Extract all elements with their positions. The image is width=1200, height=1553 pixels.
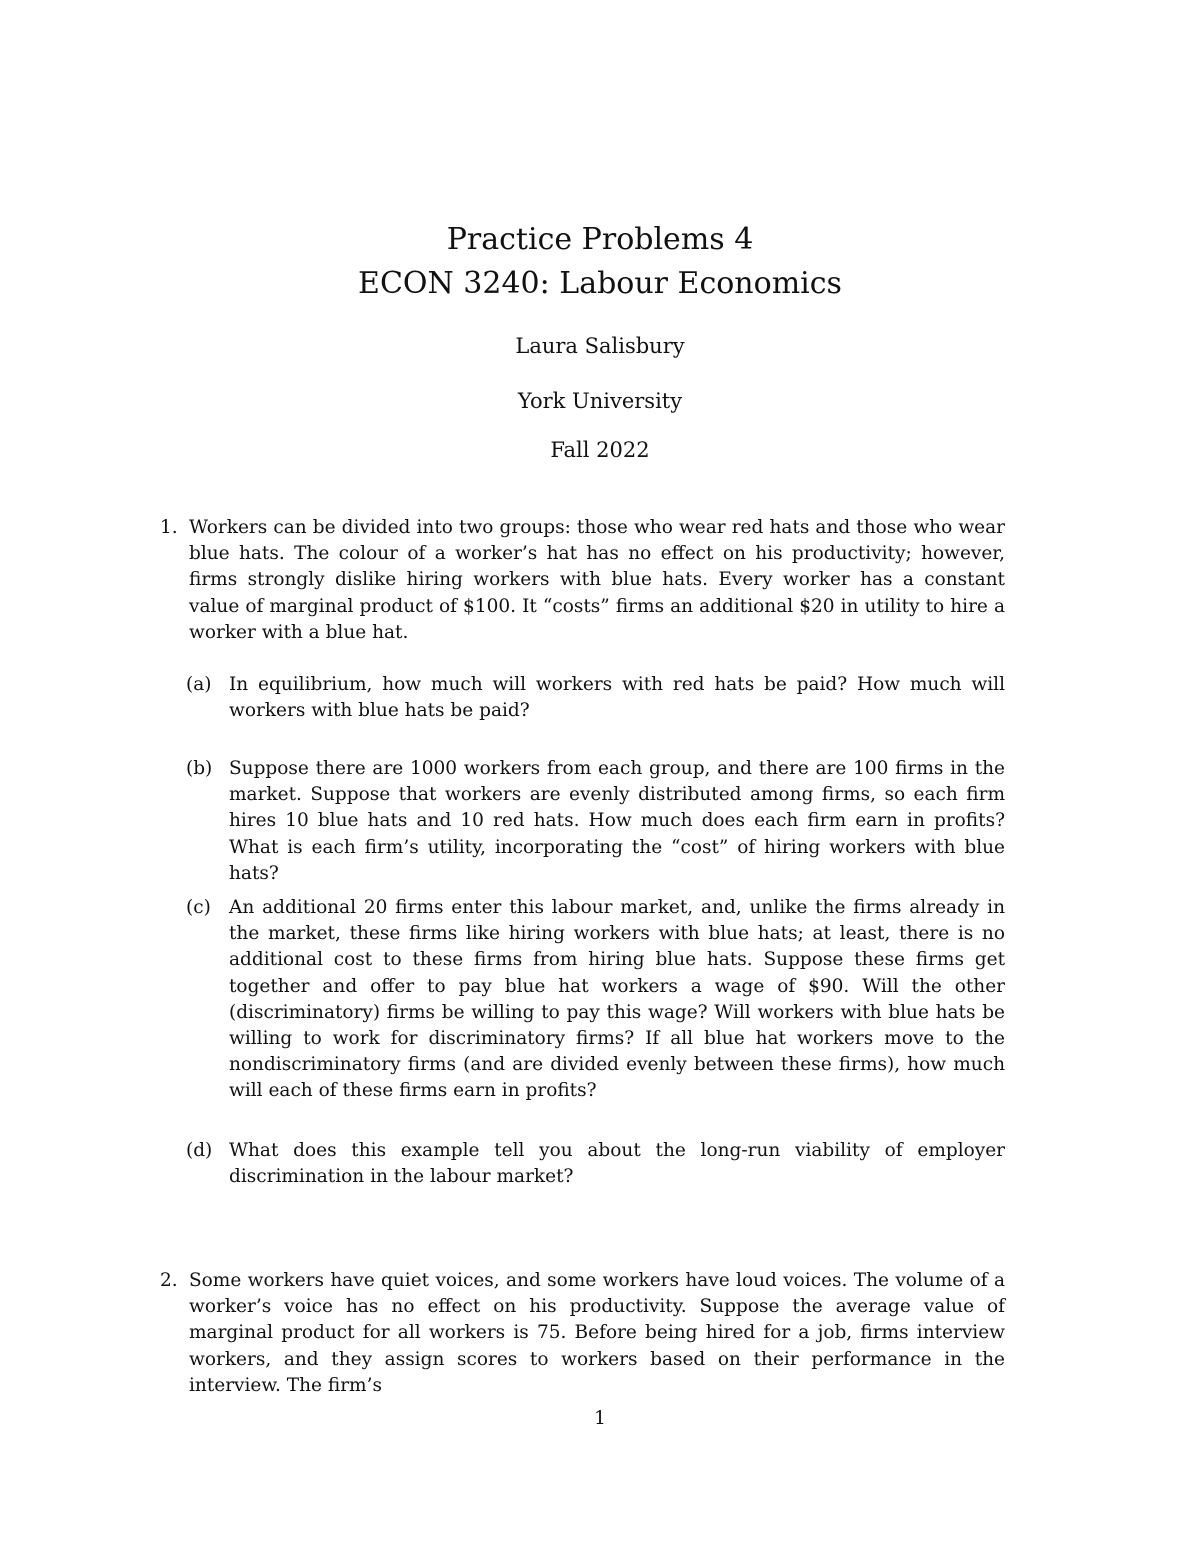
document-title: Practice Problems 4 — [446, 222, 754, 257]
problem-number: 2. — [160, 1270, 178, 1291]
author-name: Laura Salisbury — [515, 334, 685, 358]
part-text: What does this example tell you about the long-run viability of employer discrimination in the labour market? — [229, 1140, 1005, 1188]
course-title: ECON 3240: Labour Economics — [358, 266, 842, 301]
term: Fall 2022 — [550, 438, 650, 462]
part-text: In equilibrium, how much will workers with red hats be paid? How much will workers with blue hats be paid? — [229, 674, 1005, 722]
part-label: (c) — [186, 897, 211, 918]
part-text: An additional 20 firms enter this labour market, and, unlike the firms already in the market, these firms like hiring workers with blue hats; at least, there is no additional cost to these firms from hiring blue hats. Suppose these firms get together and offer to pay blue hat workers a wage of $90. Will the other (discriminatory) firms be willing to pay this wage? Will workers with blue hats be willing to work for discriminatory firms? If all blue hat workers move to the nondiscriminatory firms (and are divided evenly between these firms), how much will each of these firms earn in profits? — [229, 897, 1005, 1102]
page-number: 1 — [594, 1408, 606, 1429]
part-label: (a) — [186, 674, 212, 695]
part-label: (d) — [186, 1140, 213, 1161]
problem-text: Workers can be divided into two groups: those who wear red hats and those who wear blue hats. The colour of a worker’s hat has no effect on his productivity; however, firms strongly dislike hiring workers with blue hats. Every worker has a constant value of marginal product of $100. It “costs” firms an additional $20 in utility to hire a worker with a blue hat. — [189, 517, 1005, 643]
part-text: Suppose there are 1000 workers from each group, and there are 100 firms in the market. Suppose that workers are evenly distributed among firms, so each firm hires 10 blue hats and 10 red hats. How much does each firm earn in profits? What is each firm’s utility, incorporating the “cost” of hiring workers with blue hats? — [229, 758, 1005, 884]
problem-number: 1. — [160, 517, 178, 538]
problem-text: Some workers have quiet voices, and some workers have loud voices. The volume of a worker’s voice has no effect on his productivity. Suppose the average value of marginal product for all workers is 75. Before being hired for a job, firms interview workers, and they assign scores to workers based on their performance in the interview. The firm’s — [189, 1270, 1005, 1396]
institution: York University — [517, 389, 683, 413]
part-label: (b) — [186, 758, 213, 779]
